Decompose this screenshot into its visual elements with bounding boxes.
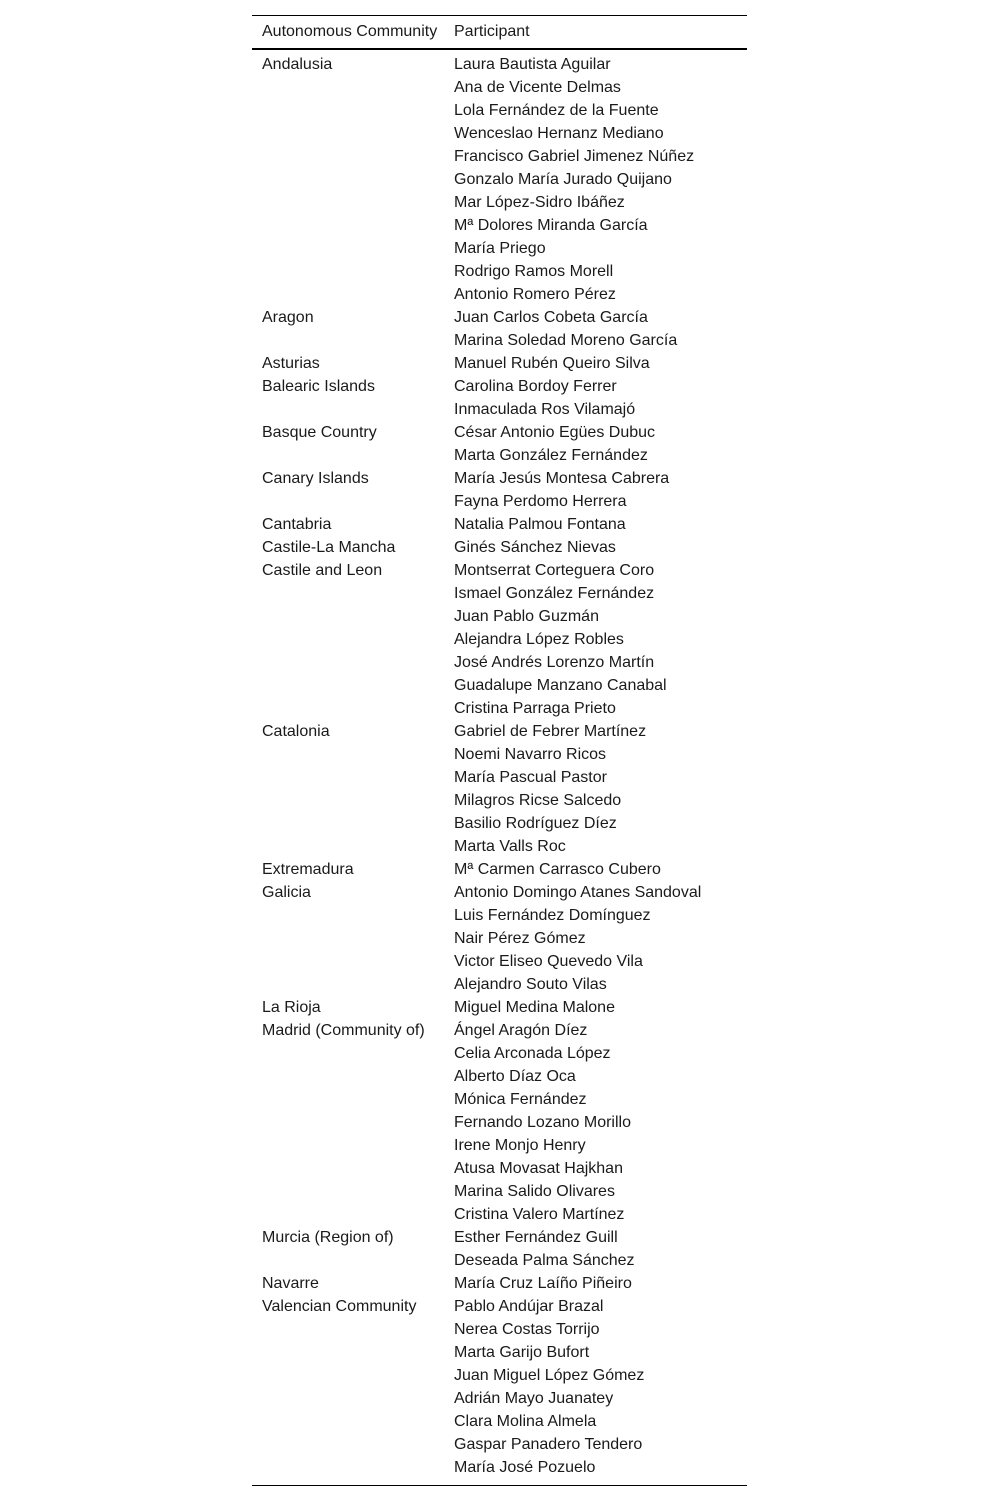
table-row xyxy=(252,743,747,766)
participants-table-container xyxy=(252,15,747,1486)
community-cell xyxy=(252,674,453,697)
table-row xyxy=(252,697,747,720)
community-cell xyxy=(252,214,453,237)
table-row xyxy=(252,1272,747,1295)
community-cell xyxy=(252,145,453,168)
table-row xyxy=(252,260,747,283)
table-row xyxy=(252,1456,747,1486)
community-cell: Andalusia xyxy=(262,56,333,73)
participant-cell: Marta Garijo Bufort xyxy=(454,1344,590,1361)
table-row xyxy=(252,904,747,927)
participant-cell: Rodrigo Ramos Morell xyxy=(454,263,614,280)
table-row xyxy=(252,1295,747,1318)
community-cell xyxy=(252,697,453,720)
community-cell xyxy=(252,1134,453,1157)
table-row xyxy=(252,1341,747,1364)
community-cell: Castile and Leon xyxy=(262,562,383,579)
participant-cell: María Cruz Laíño Piñeiro xyxy=(454,1275,632,1292)
community-cell xyxy=(252,1249,453,1272)
table-row xyxy=(252,881,747,904)
table-row xyxy=(252,99,747,122)
column-header-participant: Participant xyxy=(454,23,530,40)
table-body xyxy=(252,49,747,1486)
participant-cell: Marta Valls Roc xyxy=(454,838,566,855)
community-cell: Canary Islands xyxy=(262,470,369,487)
community-cell: Asturias xyxy=(262,355,320,372)
community-cell xyxy=(252,99,453,122)
table-row xyxy=(252,1318,747,1341)
community-cell xyxy=(252,1180,453,1203)
participant-cell: Antonio Domingo Atanes Sandoval xyxy=(454,884,702,901)
table-row xyxy=(252,49,747,76)
table-row xyxy=(252,421,747,444)
community-cell xyxy=(252,904,453,927)
table-row xyxy=(252,467,747,490)
table-row xyxy=(252,996,747,1019)
participant-cell: Wenceslao Hernanz Mediano xyxy=(454,125,664,142)
participant-cell: Marta González Fernández xyxy=(454,447,648,464)
community-cell: Balearic Islands xyxy=(262,378,375,395)
community-cell xyxy=(252,789,453,812)
participant-cell: Marina Salido Olivares xyxy=(454,1183,615,1200)
table-row xyxy=(252,1088,747,1111)
participant-cell: María Pascual Pastor xyxy=(454,769,607,786)
community-cell: Cantabria xyxy=(262,516,332,533)
community-cell xyxy=(252,191,453,214)
table-row xyxy=(252,1111,747,1134)
table-row xyxy=(252,398,747,421)
participant-cell: Alberto Díaz Oca xyxy=(454,1068,576,1085)
participant-cell: Laura Bautista Aguilar xyxy=(454,56,611,73)
participant-cell: Gabriel de Febrer Martínez xyxy=(454,723,647,740)
table-row xyxy=(252,950,747,973)
table-row xyxy=(252,375,747,398)
participant-cell: Lola Fernández de la Fuente xyxy=(454,102,659,119)
participant-cell: Ginés Sánchez Nievas xyxy=(454,539,616,556)
table-row xyxy=(252,214,747,237)
community-cell xyxy=(252,1387,453,1410)
community-cell xyxy=(252,490,453,513)
column-header-community: Autonomous Community xyxy=(262,23,438,40)
community-cell xyxy=(252,1410,453,1433)
community-cell xyxy=(252,260,453,283)
community-cell xyxy=(252,1042,453,1065)
participant-cell: Noemi Navarro Ricos xyxy=(454,746,607,763)
table-row xyxy=(252,191,747,214)
community-cell xyxy=(252,628,453,651)
community-cell xyxy=(252,651,453,674)
participant-cell: Basilio Rodríguez Díez xyxy=(454,815,617,832)
participant-cell: Marina Soledad Moreno García xyxy=(454,332,678,349)
participant-cell: Ángel Aragón Díez xyxy=(454,1022,588,1039)
participant-cell: Mª Carmen Carrasco Cubero xyxy=(454,861,661,878)
participant-cell: Alejandra López Robles xyxy=(454,631,624,648)
table-row xyxy=(252,651,747,674)
participant-cell: María José Pozuelo xyxy=(454,1459,596,1476)
community-cell xyxy=(252,605,453,628)
table-header xyxy=(252,16,747,50)
participant-cell: Manuel Rubén Queiro Silva xyxy=(454,355,650,372)
participant-cell: Ismael González Fernández xyxy=(454,585,655,602)
community-cell: Valencian Community xyxy=(262,1298,417,1315)
participant-cell: Gonzalo María Jurado Quijano xyxy=(454,171,672,188)
participant-cell: Luis Fernández Domínguez xyxy=(454,907,651,924)
participant-cell: Atusa Movasat Hajkhan xyxy=(454,1160,623,1177)
table-row xyxy=(252,766,747,789)
participant-cell: Cristina Parraga Prieto xyxy=(454,700,616,717)
participant-cell: Mª Dolores Miranda García xyxy=(454,217,648,234)
table-row xyxy=(252,1249,747,1272)
table-row xyxy=(252,720,747,743)
participant-cell: Victor Eliseo Quevedo Vila xyxy=(454,953,643,970)
table-row xyxy=(252,76,747,99)
community-cell xyxy=(252,1341,453,1364)
community-cell xyxy=(252,950,453,973)
community-cell: Murcia (Region of) xyxy=(262,1229,394,1246)
participant-cell: Inmaculada Ros Vilamajó xyxy=(454,401,636,418)
community-cell xyxy=(252,1318,453,1341)
participant-cell: Celia Arconada López xyxy=(454,1045,611,1062)
table-row xyxy=(252,973,747,996)
table-row xyxy=(252,306,747,329)
community-cell: La Rioja xyxy=(262,999,321,1016)
community-cell xyxy=(252,1456,453,1486)
table-row xyxy=(252,329,747,352)
table-row xyxy=(252,168,747,191)
table-row xyxy=(252,605,747,628)
community-cell xyxy=(252,329,453,352)
community-cell: Aragon xyxy=(262,309,314,326)
table-row xyxy=(252,628,747,651)
table-row xyxy=(252,1364,747,1387)
participant-cell: Francisco Gabriel Jimenez Núñez xyxy=(454,148,695,165)
participant-cell: Alejandro Souto Vilas xyxy=(454,976,607,993)
table-row xyxy=(252,444,747,467)
table-row xyxy=(252,1157,747,1180)
community-cell: Madrid (Community of) xyxy=(262,1022,425,1039)
participant-cell: María Priego xyxy=(454,240,546,257)
community-cell xyxy=(252,927,453,950)
participant-cell: Deseada Palma Sánchez xyxy=(454,1252,635,1269)
participant-cell: Juan Pablo Guzmán xyxy=(454,608,599,625)
participant-cell: Juan Carlos Cobeta García xyxy=(454,309,648,326)
participant-cell: Mar López-Sidro Ibáñez xyxy=(454,194,625,211)
table-row xyxy=(252,1134,747,1157)
participant-cell: Nair Pérez Gómez xyxy=(454,930,586,947)
community-cell xyxy=(252,973,453,996)
participant-cell: Montserrat Corteguera Coro xyxy=(454,562,655,579)
community-cell: Extremadura xyxy=(262,861,354,878)
table-row xyxy=(252,1180,747,1203)
community-cell xyxy=(252,237,453,260)
participant-cell: Esther Fernández Guill xyxy=(454,1229,618,1246)
community-cell: Galicia xyxy=(262,884,311,901)
table-row xyxy=(252,490,747,513)
community-cell xyxy=(252,835,453,858)
community-cell: Castile-La Mancha xyxy=(262,539,396,556)
participant-cell: Irene Monjo Henry xyxy=(454,1137,586,1154)
community-cell xyxy=(252,1157,453,1180)
community-cell xyxy=(252,812,453,835)
table-row xyxy=(252,283,747,306)
table-row xyxy=(252,1019,747,1042)
table-row xyxy=(252,1410,747,1433)
participant-cell: Miguel Medina Malone xyxy=(454,999,615,1016)
participant-cell: Milagros Ricse Salcedo xyxy=(454,792,622,809)
participant-cell: Fernando Lozano Morillo xyxy=(454,1114,631,1131)
participant-cell: Mónica Fernández xyxy=(454,1091,587,1108)
table-row xyxy=(252,789,747,812)
table-row xyxy=(252,835,747,858)
participant-cell: Gaspar Panadero Tendero xyxy=(454,1436,643,1453)
community-cell xyxy=(252,76,453,99)
table-row xyxy=(252,858,747,881)
participant-cell: Adrián Mayo Juanatey xyxy=(454,1390,614,1407)
community-cell xyxy=(252,398,453,421)
participant-cell: Juan Miguel López Gómez xyxy=(454,1367,645,1384)
table-row xyxy=(252,513,747,536)
table-row xyxy=(252,559,747,582)
community-cell xyxy=(252,283,453,306)
participant-cell: Clara Molina Almela xyxy=(454,1413,597,1430)
community-cell xyxy=(252,743,453,766)
participant-cell: Cristina Valero Martínez xyxy=(454,1206,625,1223)
participant-cell: María Jesús Montesa Cabrera xyxy=(454,470,670,487)
community-cell xyxy=(252,1065,453,1088)
participant-cell: Pablo Andújar Brazal xyxy=(454,1298,604,1315)
table-row xyxy=(252,1387,747,1410)
table-row xyxy=(252,237,747,260)
community-cell: Catalonia xyxy=(262,723,330,740)
participant-cell: José Andrés Lorenzo Martín xyxy=(454,654,655,671)
community-cell xyxy=(252,1203,453,1226)
table-row xyxy=(252,1203,747,1226)
table-row xyxy=(252,536,747,559)
community-cell xyxy=(252,122,453,145)
participant-cell: Guadalupe Manzano Canabal xyxy=(454,677,667,694)
community-cell: Basque Country xyxy=(262,424,377,441)
community-cell xyxy=(252,1111,453,1134)
community-cell xyxy=(252,1088,453,1111)
community-cell: Navarre xyxy=(262,1275,319,1292)
table-row xyxy=(252,812,747,835)
community-cell xyxy=(252,582,453,605)
participant-cell: Carolina Bordoy Ferrer xyxy=(454,378,617,395)
participant-cell: Nerea Costas Torrijo xyxy=(454,1321,600,1338)
community-cell xyxy=(252,168,453,191)
community-cell xyxy=(252,1433,453,1456)
community-cell xyxy=(252,444,453,467)
table-row xyxy=(252,1042,747,1065)
community-cell xyxy=(252,1364,453,1387)
table-row xyxy=(252,582,747,605)
table-row xyxy=(252,674,747,697)
participant-cell: Natalia Palmou Fontana xyxy=(454,516,626,533)
header-row xyxy=(252,16,747,50)
table-row xyxy=(252,1433,747,1456)
table-row xyxy=(252,1065,747,1088)
table-row xyxy=(252,145,747,168)
table-row xyxy=(252,927,747,950)
participant-cell: Fayna Perdomo Herrera xyxy=(454,493,627,510)
community-cell xyxy=(252,766,453,789)
table-row xyxy=(252,352,747,375)
participant-cell: Antonio Romero Pérez xyxy=(454,286,616,303)
participant-cell: Ana de Vicente Delmas xyxy=(454,79,621,96)
table-row xyxy=(252,1226,747,1249)
participant-cell: César Antonio Egües Dubuc xyxy=(454,424,656,441)
participants-table xyxy=(252,15,747,1486)
table-row xyxy=(252,122,747,145)
